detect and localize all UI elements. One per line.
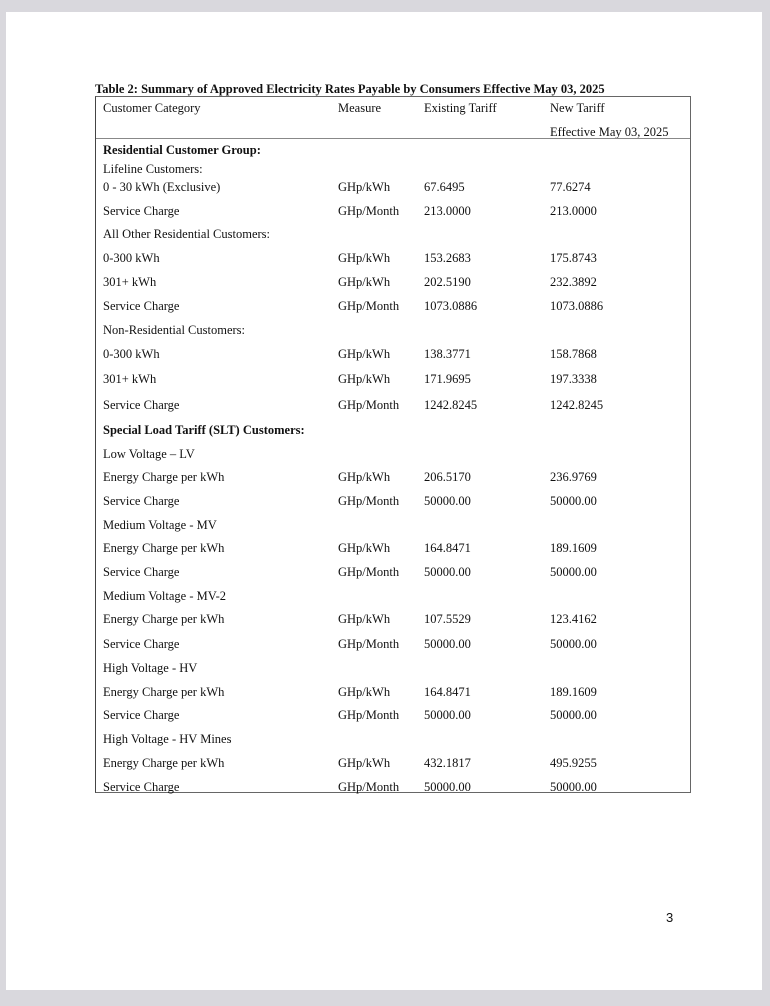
- table-row: [96, 323, 690, 341]
- row-measure: GHp/kWh: [338, 347, 391, 361]
- table-row: [96, 162, 690, 180]
- page-number: 3: [666, 910, 674, 925]
- row-label: 0-300 kWh: [103, 251, 160, 265]
- table-row: [96, 227, 690, 245]
- row-new-tariff: 50000.00: [550, 708, 597, 722]
- row-measure: GHp/kWh: [338, 180, 391, 194]
- table-row: [96, 612, 690, 630]
- row-label: Service Charge: [103, 565, 180, 579]
- row-label: Service Charge: [103, 494, 180, 508]
- row-new-tariff: 189.1609: [550, 685, 597, 699]
- row-label: All Other Residential Customers:: [103, 227, 270, 241]
- row-existing-tariff: 50000.00: [424, 708, 471, 722]
- row-measure: GHp/Month: [338, 780, 400, 794]
- table-row: [96, 251, 690, 269]
- header-new-tariff: New Tariff: [550, 101, 605, 115]
- table-row: [96, 143, 690, 161]
- row-existing-tariff: 107.5529: [424, 612, 471, 626]
- row-measure: GHp/kWh: [338, 275, 391, 289]
- row-existing-tariff: 50000.00: [424, 494, 471, 508]
- row-existing-tariff: 164.8471: [424, 685, 471, 699]
- header-new-tariff-effective: Effective May 03, 2025: [550, 125, 669, 139]
- tariff-table: [95, 96, 691, 793]
- row-new-tariff: 158.7868: [550, 347, 597, 361]
- row-label: High Voltage - HV Mines: [103, 732, 232, 746]
- table-row: [96, 732, 690, 750]
- row-label: Medium Voltage - MV: [103, 518, 217, 532]
- row-existing-tariff: 206.5170: [424, 470, 471, 484]
- row-label: Service Charge: [103, 708, 180, 722]
- row-existing-tariff: 171.9695: [424, 372, 471, 386]
- row-new-tariff: 77.6274: [550, 180, 591, 194]
- document-page: [6, 12, 762, 990]
- row-new-tariff: 213.0000: [550, 204, 597, 218]
- table-row: [96, 299, 690, 317]
- table-caption: Table 2: Summary of Approved Electricity Rates Payable by Consumers Effective May 03, 2025: [95, 82, 605, 96]
- table-row: [96, 637, 690, 655]
- row-existing-tariff: 50000.00: [424, 565, 471, 579]
- row-label: Energy Charge per kWh: [103, 470, 225, 484]
- row-label: Service Charge: [103, 299, 180, 313]
- row-existing-tariff: 164.8471: [424, 541, 471, 555]
- row-new-tariff: 50000.00: [550, 780, 597, 794]
- row-label: Energy Charge per kWh: [103, 756, 225, 770]
- table-row: [96, 756, 690, 774]
- row-new-tariff: 50000.00: [550, 494, 597, 508]
- row-label: Service Charge: [103, 637, 180, 651]
- row-measure: GHp/Month: [338, 565, 400, 579]
- table-row: [96, 470, 690, 488]
- header-existing-tariff: Existing Tariff: [424, 101, 497, 115]
- row-measure: GHp/kWh: [338, 756, 391, 770]
- row-new-tariff: 123.4162: [550, 612, 597, 626]
- row-label: 301+ kWh: [103, 372, 157, 386]
- row-label: Low Voltage – LV: [103, 447, 195, 461]
- row-existing-tariff: 50000.00: [424, 780, 471, 794]
- row-measure: GHp/Month: [338, 637, 400, 651]
- row-existing-tariff: 138.3771: [424, 347, 471, 361]
- row-label: High Voltage - HV: [103, 661, 198, 675]
- row-measure: GHp/kWh: [338, 251, 391, 265]
- row-existing-tariff: 67.6495: [424, 180, 465, 194]
- table-row: [96, 423, 690, 441]
- table-row: [96, 204, 690, 222]
- row-measure: GHp/Month: [338, 708, 400, 722]
- row-measure: GHp/kWh: [338, 612, 391, 626]
- row-new-tariff: 236.9769: [550, 470, 597, 484]
- table-row: [96, 372, 690, 390]
- row-existing-tariff: 1242.8245: [424, 398, 478, 412]
- row-label: Lifeline Customers:: [103, 162, 203, 176]
- header-divider: [96, 138, 690, 139]
- row-label: Energy Charge per kWh: [103, 541, 225, 555]
- row-measure: GHp/Month: [338, 204, 400, 218]
- row-measure: GHp/Month: [338, 398, 400, 412]
- table-header-row: [96, 101, 690, 119]
- table-row: [96, 685, 690, 703]
- table-row: [96, 565, 690, 583]
- row-existing-tariff: 1073.0886: [424, 299, 478, 313]
- table-row: [96, 398, 690, 416]
- header-measure: Measure: [338, 101, 382, 115]
- row-new-tariff: 197.3338: [550, 372, 597, 386]
- table-row: [96, 661, 690, 679]
- row-label: Service Charge: [103, 780, 180, 794]
- table-row: [96, 780, 690, 798]
- row-measure: GHp/kWh: [338, 685, 391, 699]
- row-label: 301+ kWh: [103, 275, 157, 289]
- row-new-tariff: 1242.8245: [550, 398, 604, 412]
- table-row: [96, 494, 690, 512]
- row-new-tariff: 189.1609: [550, 541, 597, 555]
- row-label: Special Load Tariff (SLT) Customers:: [103, 423, 305, 437]
- table-row: [96, 589, 690, 607]
- table-row: [96, 447, 690, 465]
- row-new-tariff: 1073.0886: [550, 299, 604, 313]
- row-label: 0-300 kWh: [103, 347, 160, 361]
- row-new-tariff: 50000.00: [550, 637, 597, 651]
- row-new-tariff: 50000.00: [550, 565, 597, 579]
- row-measure: GHp/kWh: [338, 541, 391, 555]
- row-label: Medium Voltage - MV-2: [103, 589, 227, 603]
- table-row: [96, 347, 690, 365]
- table-row: [96, 708, 690, 726]
- row-new-tariff: 232.3892: [550, 275, 597, 289]
- row-measure: GHp/kWh: [338, 372, 391, 386]
- row-label: Residential Customer Group:: [103, 143, 261, 157]
- row-existing-tariff: 50000.00: [424, 637, 471, 651]
- row-label: Non-Residential Customers:: [103, 323, 245, 337]
- table-row: [96, 275, 690, 293]
- table-header-subrow: [96, 125, 690, 143]
- row-new-tariff: 175.8743: [550, 251, 597, 265]
- row-measure: GHp/Month: [338, 299, 400, 313]
- row-label: Service Charge: [103, 204, 180, 218]
- table-row: [96, 541, 690, 559]
- row-label: 0 - 30 kWh (Exclusive): [103, 180, 221, 194]
- row-label: Energy Charge per kWh: [103, 612, 225, 626]
- row-new-tariff: 495.9255: [550, 756, 597, 770]
- row-existing-tariff: 213.0000: [424, 204, 471, 218]
- table-row: [96, 180, 690, 198]
- header-customer-category: Customer Category: [103, 101, 201, 115]
- row-existing-tariff: 202.5190: [424, 275, 471, 289]
- row-existing-tariff: 153.2683: [424, 251, 471, 265]
- row-measure: GHp/kWh: [338, 470, 391, 484]
- row-measure: GHp/Month: [338, 494, 400, 508]
- table-row: [96, 518, 690, 536]
- row-label: Energy Charge per kWh: [103, 685, 225, 699]
- row-existing-tariff: 432.1817: [424, 756, 471, 770]
- row-label: Service Charge: [103, 398, 180, 412]
